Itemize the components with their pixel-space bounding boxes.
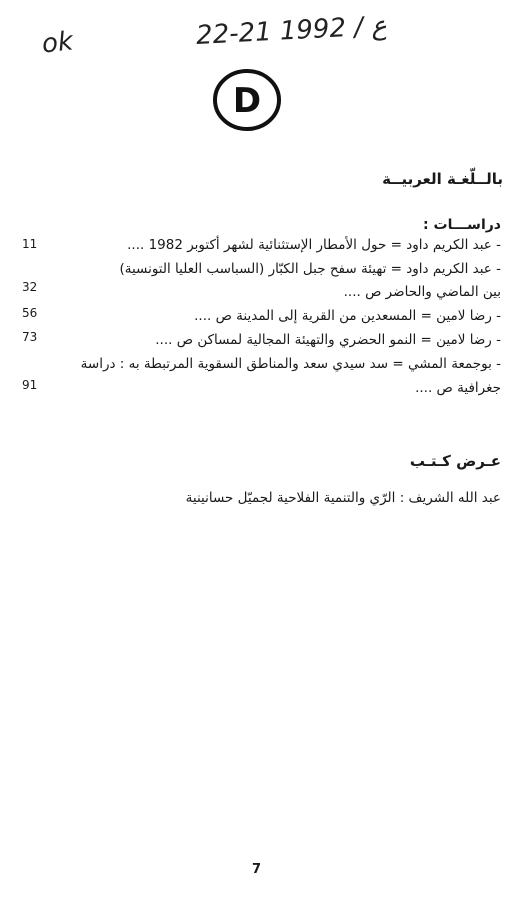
section-heading-studies: دراســـات : bbox=[423, 217, 501, 233]
toc-page-5: 91 bbox=[22, 378, 38, 392]
review-entry: عبد الله الشريف : الرّي والتنمية الفلاحية لجميّل حسانينية bbox=[185, 490, 501, 506]
section-heading-arabic: بالــلّغـة العربيــة bbox=[382, 170, 503, 188]
page-number: 7 bbox=[252, 862, 262, 877]
stamp-letter: D bbox=[232, 81, 262, 121]
section-heading-reviews: عـرض كـتـب bbox=[409, 452, 501, 470]
toc-entry-1: - عبد الكريم داود = حول الأمطار الإستثنائية لشهر أكتوبر 1982 .... bbox=[127, 237, 501, 253]
handwritten-ok: ok bbox=[40, 26, 75, 60]
toc-entry-2: - عبد الكريم داود = تهيئة سفح جبل الكبّار (السباسب العليا التونسية) bbox=[119, 261, 501, 277]
toc-entry-2-cont: بين الماضي والحاضر ص .... bbox=[343, 284, 501, 300]
toc-page-4: 73 bbox=[22, 330, 38, 344]
handwritten-date: 22-21 ع / 1992 bbox=[195, 11, 388, 51]
stamp-d-icon bbox=[212, 68, 282, 132]
toc-page-3: 56 bbox=[22, 306, 38, 320]
toc-page-1: 11 bbox=[22, 237, 38, 251]
toc-entry-3: - رضا لامين = المسعدين من القرية إلى المدينة ص .... bbox=[194, 308, 501, 324]
toc-entry-4: - رضا لامين = النمو الحضري والتهيئة المجالية لمساكن ص .... bbox=[155, 332, 501, 348]
toc-entry-5: - بوجمعة المشي = سد سيدي سعد والمناطق السقوية المرتبطة به : دراسة bbox=[80, 356, 501, 372]
toc-page-2: 32 bbox=[22, 280, 38, 294]
toc-entry-5-cont: جغرافية ص .... bbox=[415, 380, 501, 396]
